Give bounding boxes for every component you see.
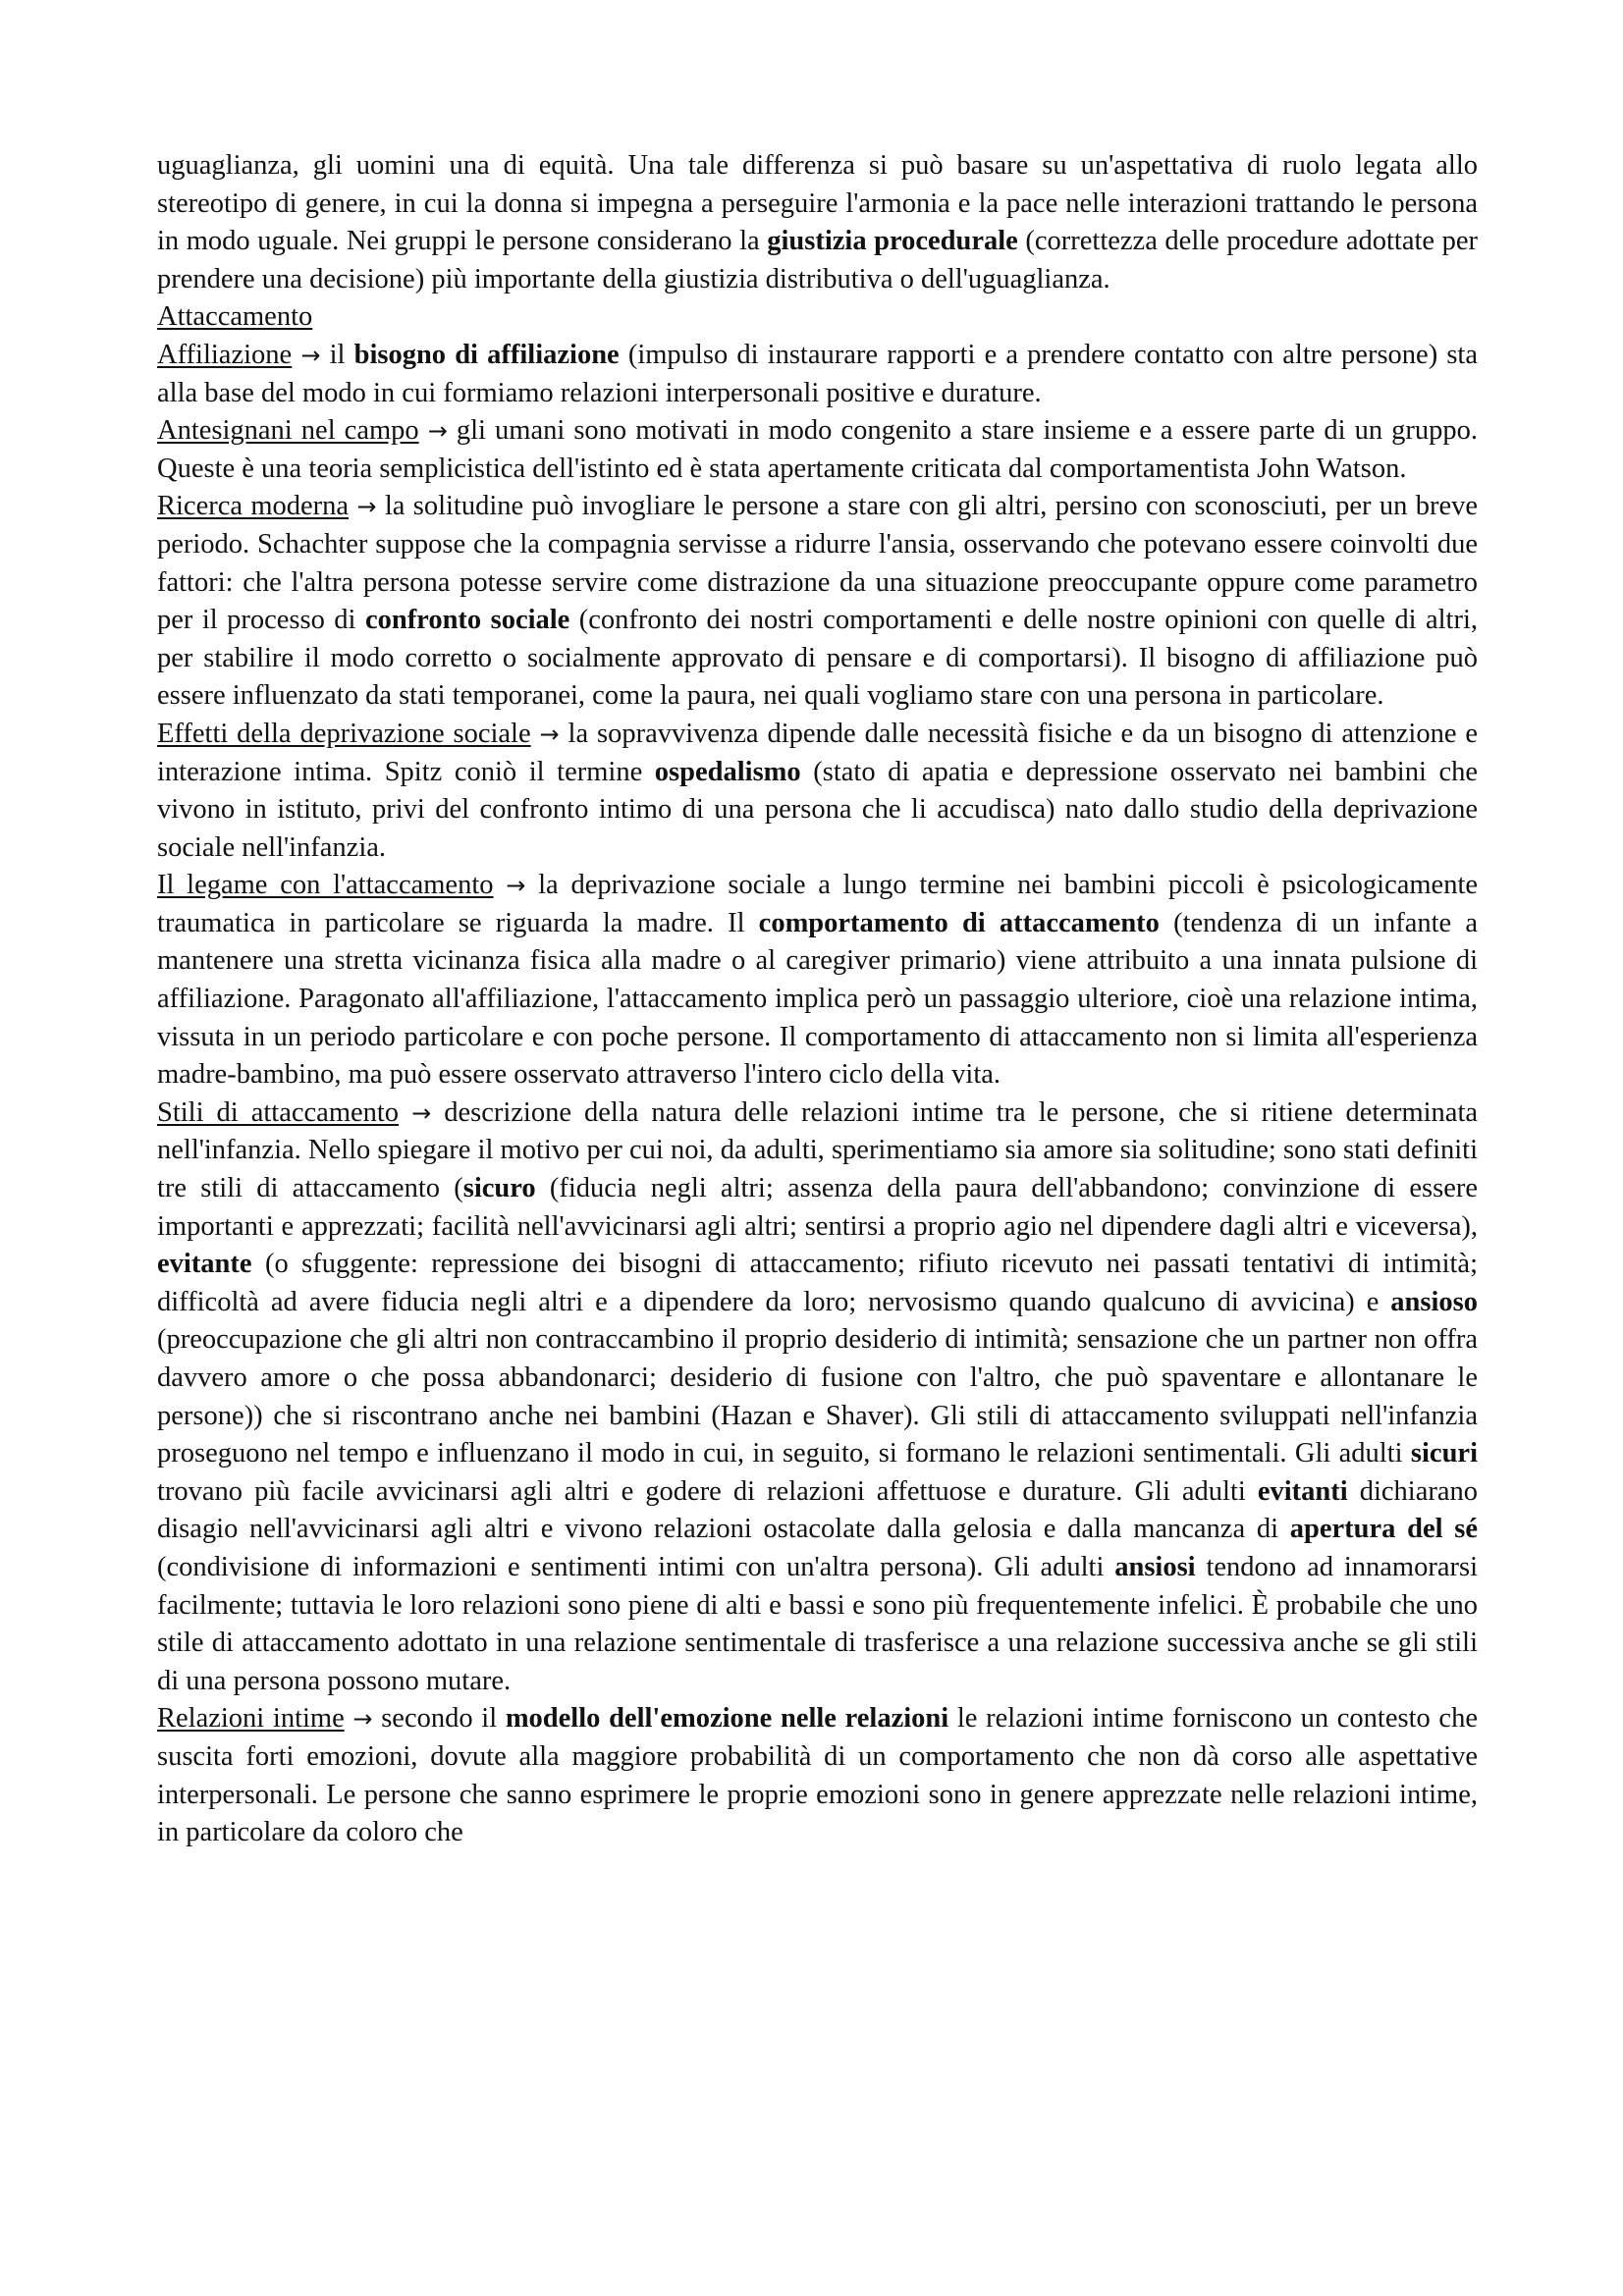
section-heading: Relazioni intime [157, 1703, 345, 1735]
arrow-icon: → [539, 720, 560, 748]
key-term: evitante [157, 1249, 252, 1280]
arrow-icon: → [427, 417, 448, 446]
body-text: le relazioni intime forniscono un contesto che suscita forti emozioni, dovute alla maggiore probabilità di un comportamento che non dà corso alle aspettative interpersonali. Le persone che sanno esprimere le proprie emozioni sono in genere apprezzate nelle relazioni intime, in particolare da coloro che [157, 1703, 1478, 1848]
paragraph [157, 412, 1478, 488]
body-text: dichiarano disagio nell'avvicinarsi agli altri e vivono relazioni ostacolate dalla gelosia e dalla mancanza di [157, 1475, 1478, 1545]
section-heading: Ricerca moderna [157, 491, 350, 522]
section-heading: Affiliazione [157, 339, 293, 370]
body-text: trovano più facile avvicinarsi agli altri e godere di relazioni affettuose e durature. Gli adulti [157, 1475, 1258, 1507]
paragraph [157, 298, 1478, 337]
arrow-icon: → [352, 1705, 373, 1734]
key-term: sicuri [1410, 1438, 1478, 1469]
body-text: (confronto dei nostri comportamenti e delle nostre opinioni con quelle di altri, per stabilire il modo corretto o socialmente approvato di pensare e di comportarsi). Il bisogno di affiliazione può essere influenzato da stati temporanei, come la paura, nei quali vogliamo stare con una persona in particolare. [157, 605, 1478, 712]
body-text: tendono ad innamorarsi facilmente; tuttavia le loro relazioni sono piene di alti e bassi e sono più frequentemente infelici. È probabile che uno stile di attaccamento adottato in una relazione sentimentale di trasferisce a una relazione successiva anche se gli stili di una persona possono mutare. [157, 1551, 1478, 1696]
key-term: ospedalismo [654, 756, 801, 787]
paragraph [157, 716, 1478, 867]
paragraph [157, 488, 1478, 716]
section-heading: Attaccamento [157, 301, 313, 333]
paragraph [157, 867, 1478, 1095]
section-heading: Antesignani nel campo [157, 415, 419, 447]
body-text: (impulso di instaurare rapporti e a prendere contatto con altre persone) sta alla base del modo in cui formiamo relazioni interpersonali positive e durature. [157, 339, 1478, 408]
arrow-icon: → [411, 1098, 432, 1127]
body-text: (fiducia negli altri; assenza della paura dell'abbandono; convinzione di essere importanti e apprezzati; facilità nell'avvicinarsi agli altri; sentirsi a proprio agio nel dipendere dagli altri e viceversa), [157, 1173, 1478, 1242]
arrow-icon: → [506, 872, 526, 900]
key-term: bisogno di affiliazione [353, 339, 620, 370]
body-text: (condivisione di informazioni e sentimenti intimi con un'altra persona). Gli adulti [157, 1551, 1115, 1582]
section-heading: Stili di attaccamento [157, 1096, 400, 1128]
key-term: apertura del sé [1289, 1514, 1478, 1545]
body-text: (stato di apatia e depressione osservato nei bambini che vivono in istituto, privi del confronto intimo di una persona che li accudisca) nato dallo studio della deprivazione sociale nell'infanzia. [157, 756, 1478, 863]
key-term: giustizia procedurale [767, 226, 1018, 257]
section-heading: Effetti della deprivazione sociale [157, 718, 531, 749]
body-text: il [320, 339, 354, 370]
body-text: uguaglianza, gli uomini una di equità. Una tale differenza si può basare su un'aspettativa di ruolo legata allo stereotipo di genere, in cui la donna si impegna a perseguire l'armonia e la pace nelle interazioni trattando le persona in modo uguale. Nei gruppi le persone considerano la [157, 150, 1478, 257]
body-text: (o sfuggente: repressione dei bisogni di attaccamento; rifiuto ricevuto nei passati tentativi di intimità; difficoltà ad avere fiducia negli altri e a dipendere da loro; nervosismo quando qualcuno di avvicina) e [157, 1249, 1478, 1317]
paragraph [157, 337, 1478, 412]
body-text: la sopravvivenza dipende dalle necessità fisiche e da un bisogno di attenzione e interazione intima. Spitz coniò il termine [157, 718, 1479, 787]
body-text: la deprivazione sociale a lungo termine nei bambini piccoli è psicologicamente traumatica in particolare se riguarda la madre. Il [157, 870, 1479, 938]
paragraph [157, 1700, 1478, 1851]
body-text: secondo il [372, 1703, 506, 1735]
arrow-icon: → [356, 493, 377, 521]
body-text: gli umani sono motivati in modo congenito a stare insieme e a essere parte di un gruppo. Queste è una teoria semplicistica dell'istinto ed è stata apertamente criticata dal comportamentista John Watson. [157, 415, 1478, 484]
body-text: (tendenza di un infante a mantenere una stretta vicinanza fisica alla madre o al caregiver primario) viene attribuito a una innata pulsione di affiliazione. Paragonato all'affiliazione, l'attaccamento implica però un passaggio ulteriore, cioè una relazione intima, vissuta in un periodo particolare e con poche persone. Il comportamento di attaccamento non si limita all'esperienza madre-bambino, ma può essere osservato attraverso l'intero ciclo della vita. [157, 907, 1478, 1091]
paragraph [157, 1095, 1478, 1701]
key-term: sicuro [462, 1173, 536, 1204]
document-page [157, 147, 1478, 1852]
key-term: modello dell'emozione nelle relazioni [505, 1703, 949, 1735]
key-term: ansioso [1390, 1286, 1478, 1317]
key-term: evitanti [1257, 1475, 1348, 1507]
arrow-icon: → [300, 341, 321, 369]
paragraph [157, 147, 1478, 298]
body-text: (preoccupazione che gli altri non contraccambino il proprio desiderio di intimità; sensazione che un partner non offra davvero amore o che possa abbandonarci; desiderio di fusione con l'altro, che può spaventare e allontanare le persone)) che si riscontrano anche nei bambini (Hazan e Shaver). Gli stili di attaccamento sviluppati nell'infanzia proseguono nel tempo e influenzano il modo in cui, in seguito, si formano le relazioni sentimentali. Gli adulti [157, 1324, 1478, 1469]
key-term: comportamento di attaccamento [758, 907, 1160, 938]
body-text: la solitudine può invogliare le persone a stare con gli altri, persino con sconosciuti, per un breve periodo. Schachter suppose che la compagnia servisse a ridurre l'ansia, osservando che potevano essere coinvolti due fattori: che l'altra persona potesse servire come distrazione da una situazione preoccupante oppure come parametro per il processo di [157, 491, 1478, 636]
key-term: confronto sociale [364, 605, 570, 636]
body-text: (correttezza delle procedure adottate per prendere una decisione) più importante della giustizia distributiva o dell'uguaglianza. [157, 226, 1478, 294]
section-heading: Il legame con l'attaccamento [157, 870, 494, 901]
body-text: descrizione della natura delle relazioni intime tra le persone, che si ritiene determinata nell'infanzia. Nello spiegare il motivo per cui noi, da adulti, sperimentiamo sia amore sia solitudine; sono stati definiti tre stili di attaccamento ( [157, 1096, 1479, 1204]
key-term: ansiosi [1114, 1551, 1196, 1582]
